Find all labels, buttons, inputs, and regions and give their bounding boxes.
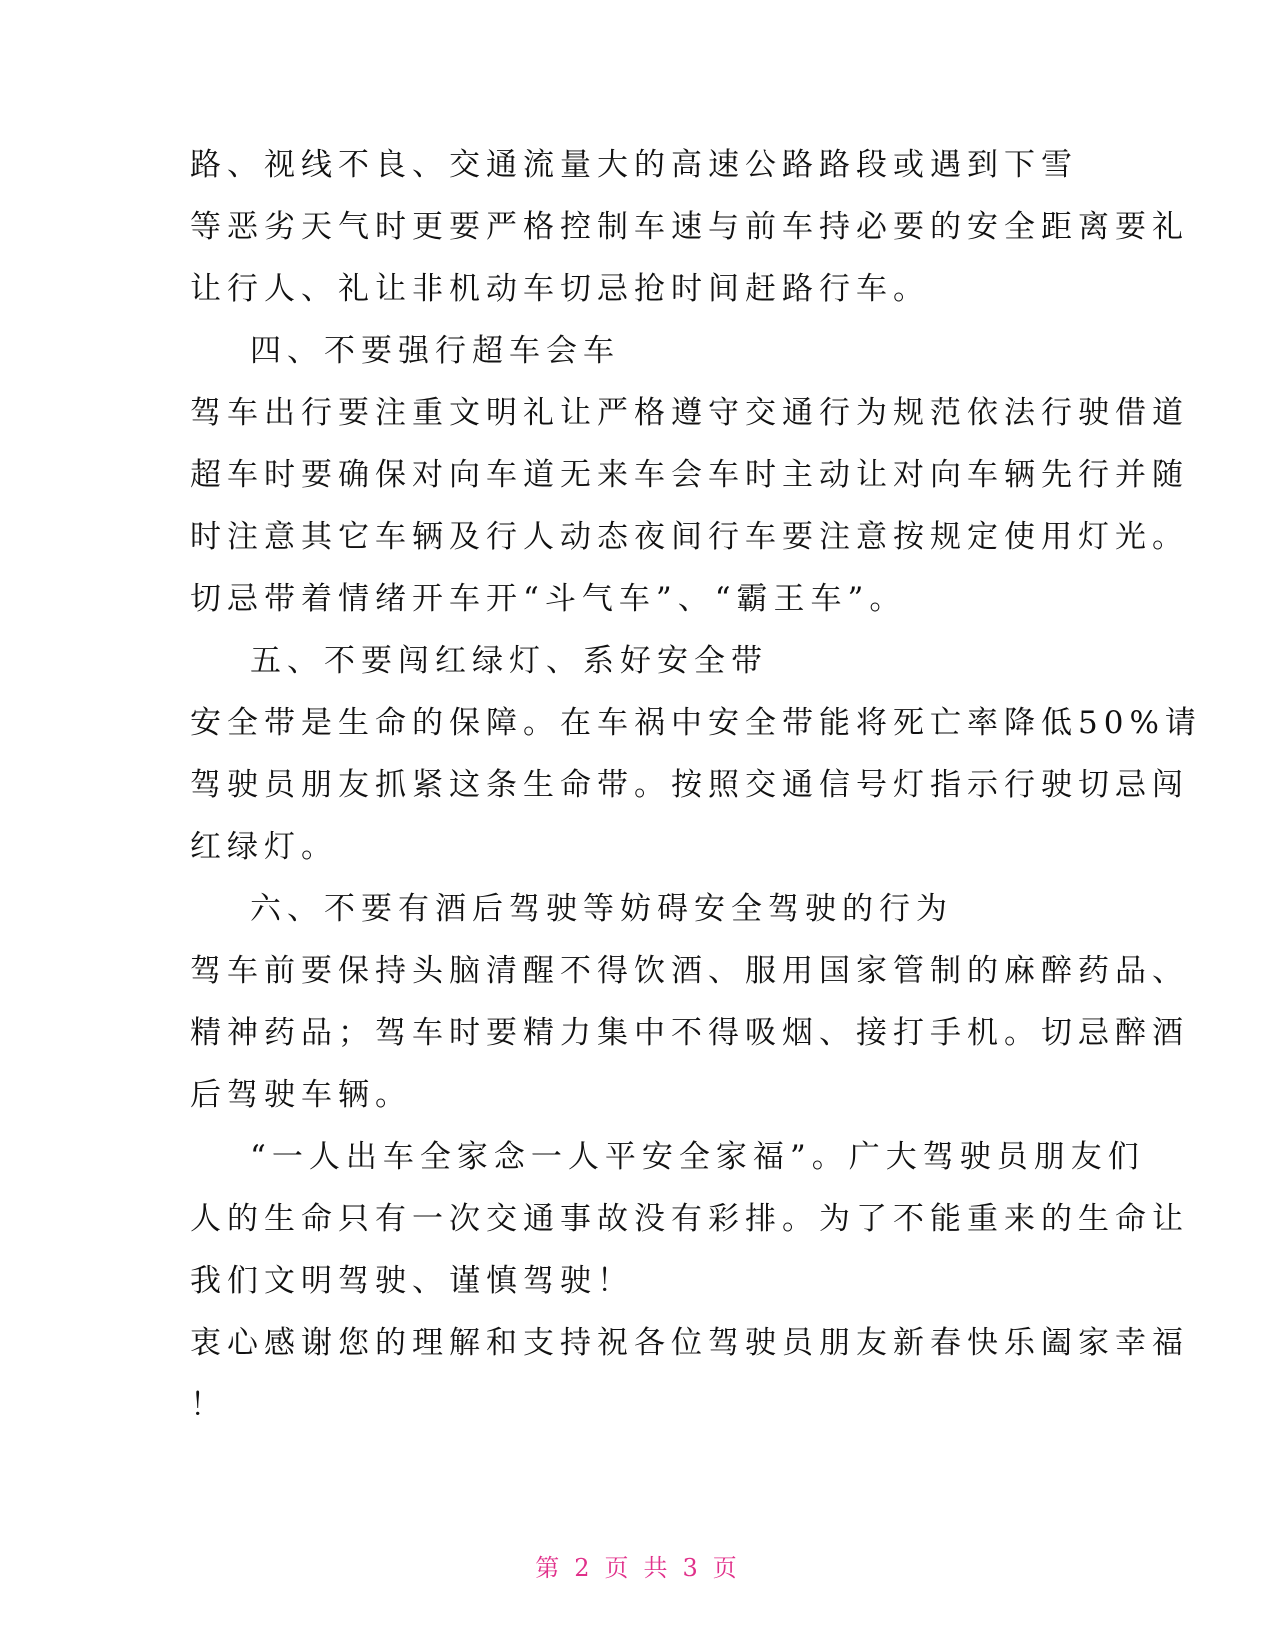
- footer-page-word-2: 页: [712, 1554, 740, 1582]
- text-line: 超车时要确保对向车道无来车会车时主动让对向车辆先行并随: [190, 457, 1189, 493]
- footer-total-pages: 3: [682, 1554, 701, 1582]
- text-line: 精神药品；驾车时要精力集中不得吸烟、接打手机。切忌醉酒: [190, 1015, 1189, 1051]
- footer-total-word: 共: [643, 1554, 671, 1582]
- text-line: 安全带是生命的保障。在车祸中安全带能将死亡率降低50%请: [190, 705, 1202, 741]
- text-line: 切忌带着情绪开车开“斗气车”、“霸王车”。: [190, 581, 907, 617]
- section-heading-5: 五、不要闯红绿灯、系好安全带: [250, 643, 768, 679]
- section-heading-4: 四、不要强行超车会车: [250, 333, 620, 369]
- text-line: 驾驶员朋友抓紧这条生命带。按照交通信号灯指示行驶切忌闯: [190, 767, 1189, 803]
- text-line: 等恶劣天气时更要严格控制车速与前车持必要的安全距离要礼: [190, 209, 1189, 245]
- text-line: 驾车前要保持头脑清醒不得饮酒、服用国家管制的麻醉药品、: [190, 953, 1189, 989]
- text-line: 红绿灯。: [190, 829, 338, 865]
- quote-line: “一人出车全家念一人平安全家福”。广大驾驶员朋友们: [250, 1139, 1145, 1175]
- footer-page-word: 页: [604, 1554, 632, 1582]
- text-line: 人的生命只有一次交通事故没有彩排。为了不能重来的生命让: [190, 1201, 1189, 1237]
- text-line: 驾车出行要注重文明礼让严格遵守交通行为规范依法行驶借道: [190, 395, 1189, 431]
- section-heading-6: 六、不要有酒后驾驶等妨碍安全驾驶的行为: [250, 891, 953, 927]
- footer-current-page: 2: [574, 1554, 593, 1582]
- text-line: 衷心感谢您的理解和支持祝各位驾驶员朋友新春快乐阖家幸福: [190, 1325, 1189, 1361]
- text-line: 时注意其它车辆及行人动态夜间行车要注意按规定使用灯光。: [190, 519, 1189, 555]
- text-line: 路、视线不良、交通流量大的高速公路路段或遇到下雪: [190, 147, 1078, 183]
- footer-prefix: 第: [535, 1554, 563, 1582]
- text-line: ！: [190, 1387, 227, 1423]
- text-line: 让行人、礼让非机动车切忌抢时间赶路行车。: [190, 271, 930, 307]
- text-line: 后驾驶车辆。: [190, 1077, 412, 1113]
- page-footer: [0, 1548, 1275, 1583]
- text-line: 我们文明驾驶、谨慎驾驶！: [190, 1263, 634, 1299]
